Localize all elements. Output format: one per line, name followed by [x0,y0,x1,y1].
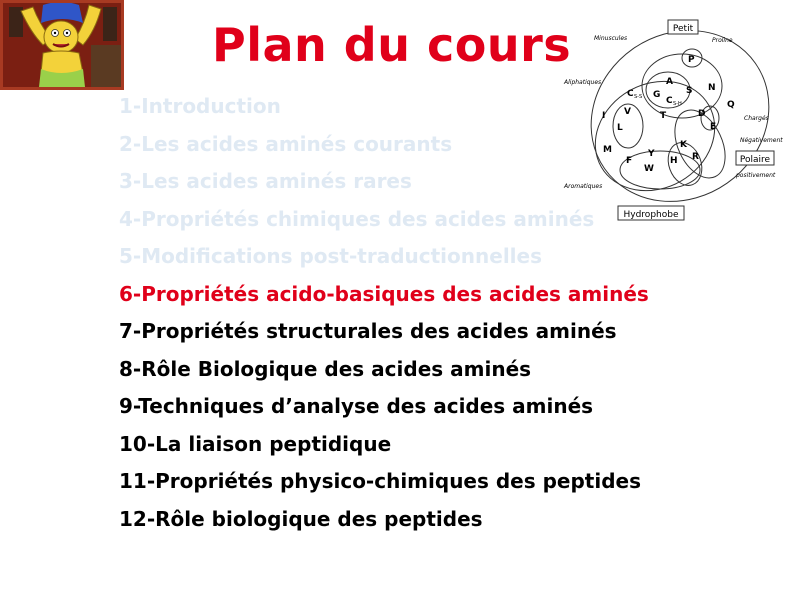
flexing-cartoon-image [3,3,121,87]
outline-item: 5-Modifications post-traductionnelles [119,244,542,268]
outline-item: 3-Les acides aminés rares [119,169,412,193]
polaire-label: Polaire [739,155,771,165]
residue-K: K [680,140,687,150]
outline-item: 7-Propriétés structurales des acides aminés [119,319,617,343]
outline-item: 9-Techniques d’analyse des acides aminés [119,394,594,418]
residue-C-sh: C [666,96,673,106]
outline-item: 10-La liaison peptidique [119,431,392,456]
hydrophobe-label: Hydrophobe [623,210,679,220]
residue-F: F [626,156,633,166]
residue-G: G [653,90,661,100]
outline-item: 8-Rôle Biologique des acides aminés [119,356,532,381]
negativement-label: Négativement [740,137,783,144]
proline-label: Proline [712,37,733,44]
page-title: Plan du cours [212,18,572,72]
outline-item: 6-Propriétés acido-basiques des acides aminés [119,281,649,306]
residue-T: T [660,111,667,121]
residue-E: E [710,122,717,132]
cartoon-illustration [0,0,124,90]
petit-label: Petit [672,24,694,34]
residue-I: I [602,111,606,121]
residue-W: W [644,164,654,174]
minuscules-label: Minuscules [594,35,628,42]
charges-label: Chargés [744,115,769,122]
residue-A: A [666,77,673,87]
residue-Q: Q [727,100,735,110]
positivement-label: positivement [736,172,776,179]
residue-Y: Y [648,149,655,159]
residue-S: S [686,86,693,96]
outline-item: 12-Rôle biologique des peptides [119,506,483,531]
residue-R: R [692,152,699,162]
amino-acid-venn-diagram [560,18,800,223]
aromatiques-label: Aromatiques [564,183,603,190]
residue-M: M [603,145,612,155]
outline-item: 11-Propriétés physico-chimiques des peptides [119,469,642,493]
residue-N: N [708,83,716,93]
residue-C-ss: C [627,89,634,99]
residue-V: V [624,107,631,117]
outline-item: 4-Propriétés chimiques des acides aminés [119,206,595,231]
outline-item: 1-Introduction [119,94,281,118]
aliphatiques-label: Aliphatiques [564,79,602,86]
residue-H: H [670,156,678,166]
residue-C-sh-sub: S-H [673,101,682,107]
residue-D: D [698,109,706,119]
residue-L: L [617,123,623,133]
outline-item: 2-Les acides aminés courants [119,131,453,156]
residue-C-ss-sub: S-S [634,94,643,100]
residue-P: P [688,55,695,65]
